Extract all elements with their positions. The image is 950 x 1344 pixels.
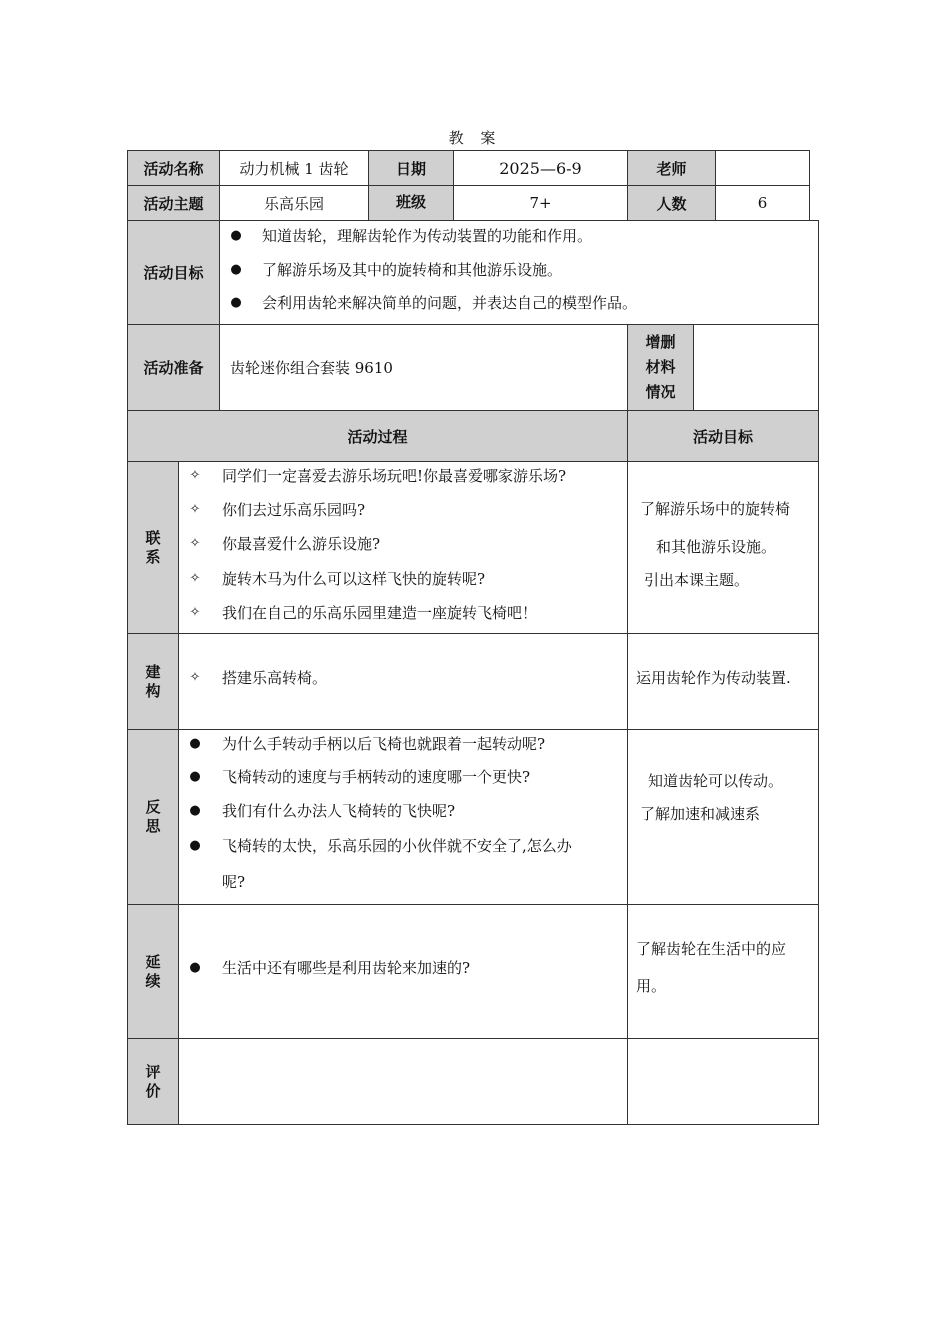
evaluate-goal — [627, 1038, 819, 1125]
activity-name-value: 动力机械 1 齿轮 — [219, 150, 369, 186]
materials-label: 增删 材料 情况 — [627, 324, 694, 411]
diamond-icon: ✧ — [189, 669, 201, 685]
list-item: ● 为什么手转动手柄以后飞椅也就跟着一起转动呢? — [185, 731, 545, 755]
bullet-icon: ● — [230, 261, 242, 277]
list-item: ✧ 同学们一定喜爱去游乐场玩吧!你最喜爱哪家游乐场? — [185, 463, 566, 487]
connect-goal: 了解游乐场中的旋转椅 和其他游乐设施。 引出本课主题。 — [627, 461, 819, 634]
bullet-icon: ● — [189, 735, 201, 751]
list-item: ● 飞椅转动的速度与手柄转动的速度哪一个更快? — [185, 764, 530, 788]
materials-value — [693, 324, 819, 411]
goal-header: 活动目标 — [627, 410, 819, 462]
build-label: 建 构 — [127, 633, 179, 730]
extend-label: 延 续 — [127, 904, 179, 1039]
diamond-icon: ✧ — [189, 467, 201, 483]
diamond-icon: ✧ — [189, 570, 201, 586]
objective-item: ● 会利用齿轮来解决简单的问题，并表达自己的模型作品。 — [226, 290, 637, 314]
page-title: 教 案 — [448, 129, 502, 147]
activity-name-label: 活动名称 — [127, 150, 220, 186]
objectives-label: 活动目标 — [127, 220, 220, 325]
bullet-icon: ● — [189, 768, 201, 784]
build-goal: 运用齿轮作为传动装置. — [627, 633, 819, 730]
objective-item: ● 知道齿轮，理解齿轮作为传动装置的功能和作用。 — [226, 223, 592, 247]
count-value: 6 — [715, 185, 810, 221]
connect-label: 联 系 — [127, 461, 179, 634]
date-label: 日期 — [368, 150, 454, 186]
list-item: ✧ 你最喜爱什么游乐设施? — [185, 531, 380, 555]
list-item: ● 我们有什么办法人飞椅转的飞快呢? — [185, 798, 455, 822]
objective-item: ● 了解游乐场及其中的旋转椅和其他游乐设施。 — [226, 257, 562, 281]
class-label: 班级 — [368, 185, 454, 221]
count-label: 人数 — [627, 185, 716, 221]
preparation-value: 齿轮迷你组合套装 9610 — [219, 324, 628, 411]
date-value: 2025—6-9 — [453, 150, 628, 186]
objectives-list — [219, 220, 819, 325]
diamond-icon: ✧ — [189, 535, 201, 551]
bullet-icon: ● — [189, 959, 201, 975]
connect-list — [178, 461, 628, 634]
preparation-label: 活动准备 — [127, 324, 220, 411]
list-item: ✧ 旋转木马为什么可以这样飞快的旋转呢? — [185, 566, 485, 590]
list-item: ✧ 我们在自己的乐高乐园里建造一座旋转飞椅吧！ — [185, 600, 537, 624]
list-item: ● 飞椅转的太快，乐高乐园的小伙伴就不安全了,怎么办 — [185, 833, 572, 857]
bullet-icon: ● — [189, 837, 201, 853]
list-item: ✧ 你们去过乐高乐园吗? — [185, 497, 365, 521]
extend-list — [178, 904, 628, 1039]
bullet-icon: ● — [230, 227, 242, 243]
list-item-continued: 呢? — [222, 872, 246, 891]
theme-label: 活动主题 — [127, 185, 220, 221]
evaluate-content — [178, 1038, 628, 1125]
reflect-list — [178, 729, 628, 905]
teacher-value — [715, 150, 810, 186]
build-list — [178, 633, 628, 730]
reflect-goal: 知道齿轮可以传动。 了解加速和减速系 — [627, 729, 819, 905]
reflect-label: 反 思 — [127, 729, 179, 905]
list-item: ● 生活中还有哪些是利用齿轮来加速的? — [185, 955, 470, 979]
diamond-icon: ✧ — [189, 604, 201, 620]
bullet-icon: ● — [189, 802, 201, 818]
teacher-label: 老师 — [627, 150, 716, 186]
bullet-icon: ● — [230, 294, 242, 310]
list-item: ✧ 搭建乐高转椅。 — [185, 665, 327, 689]
extend-goal: 了解齿轮在生活中的应 用。 — [627, 904, 819, 1039]
process-header: 活动过程 — [127, 410, 628, 462]
evaluate-label: 评 价 — [127, 1038, 179, 1125]
class-value: 7+ — [453, 185, 628, 221]
diamond-icon: ✧ — [189, 501, 201, 517]
theme-value: 乐高乐园 — [219, 185, 369, 221]
